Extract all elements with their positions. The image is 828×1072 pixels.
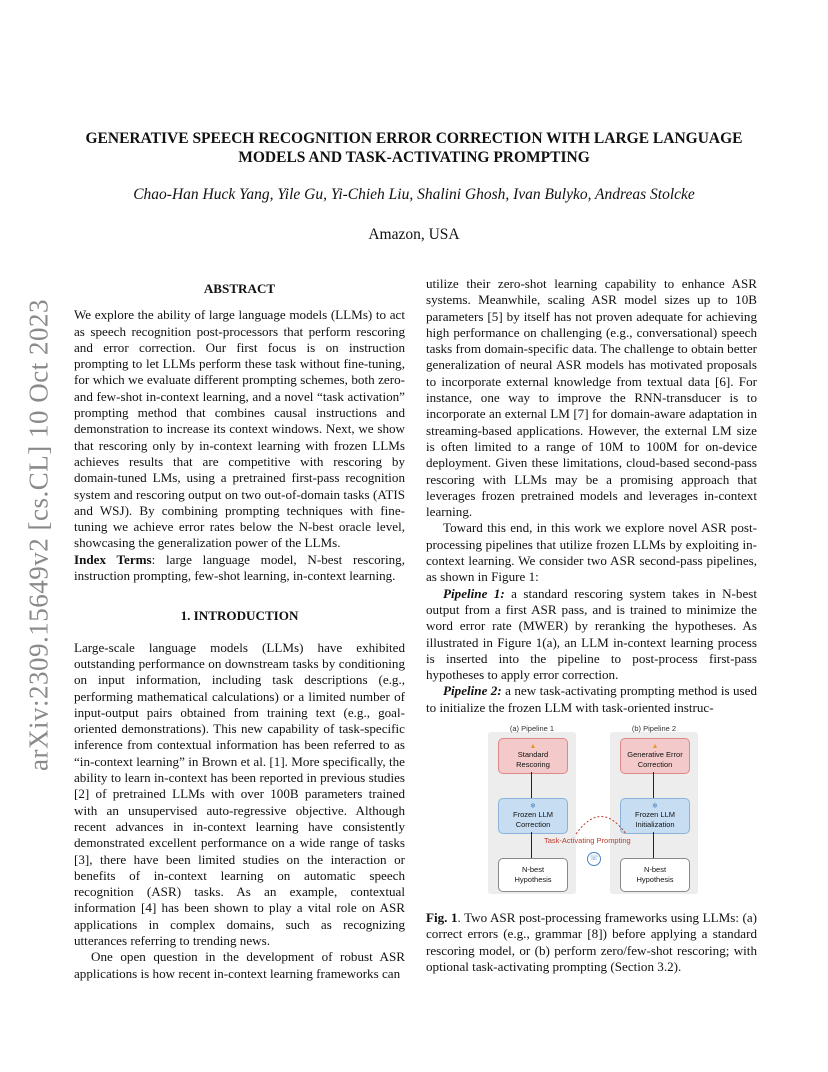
box-label: Initialization — [635, 819, 675, 829]
pipeline-2-paragraph — [426, 683, 757, 716]
fire-icon: ▲ — [529, 742, 537, 750]
arrow — [653, 772, 654, 798]
left-column — [74, 281, 405, 982]
arrow — [531, 772, 532, 798]
arrow — [653, 832, 654, 858]
pipeline-1-paragraph — [426, 586, 757, 684]
caption-label: Fig. 1 — [426, 910, 458, 925]
box-label: Standard — [517, 749, 549, 759]
box-label: Rescoring — [516, 759, 550, 769]
box-label: Correction — [637, 759, 673, 769]
arrow — [531, 832, 532, 858]
caption-text: . Two ASR post-processing frameworks using LLMs: (a) correct errors (e.g., grammar [8]) before applying a standard rescoring model, or (b) perform zero/few-shot rescoring; with optional task-activating prompting (Section 3.2). — [426, 910, 757, 974]
paper-authors: Chao-Han Huck Yang, Yile Gu, Yi-Chieh Liu, Shalini Ghosh, Ivan Bulyko, Andreas Stolcke — [133, 186, 695, 203]
box-label: Frozen LLM — [634, 809, 676, 819]
abstract-heading: ABSTRACT — [203, 281, 276, 296]
title-line-1: GENERATIVE SPEECH RECOGNITION ERROR CORRECTION WITH LARGE LANGUAGE — [85, 130, 743, 147]
arxiv-sidebar — [14, 290, 64, 780]
snowflake-icon: ❄ — [530, 802, 536, 810]
pipeline-1-text: a standard rescoring system takes in N-best output from a first ASR pass, and is trained to minimize the word error rate (MWER) by reranking the hypotheses. As illustrated in Figure 1(a), an LLM in-context learning process is inserted into the pipeline to post-process first-pass hypotheses to apply error correction. — [426, 585, 757, 683]
task-activating-prompting-label: Task-Activating Prompting — [544, 836, 631, 845]
pipeline-1-panel — [488, 724, 576, 894]
n-best-hypothesis-box — [498, 858, 568, 892]
box-label: N-best — [643, 865, 667, 874]
title-line-2: MODELS AND TASK-ACTIVATING PROMPTING — [238, 149, 590, 166]
generative-error-correction-box — [620, 738, 690, 774]
box-label: Generative Error — [627, 749, 683, 759]
box-label: Frozen LLM — [512, 809, 554, 819]
box-label: N-best — [521, 865, 545, 874]
pipeline-2-label: Pipeline 2: — [443, 683, 502, 699]
pipeline-2-text: a new task-activating prompting method is used to initialize the frozen LLM with task-oriented instruc- — [426, 683, 757, 715]
standard-rescoring-box — [498, 738, 568, 774]
index-terms — [74, 552, 405, 585]
figure-1-caption — [426, 910, 757, 975]
arxiv-identifier: arXiv:2309.15649v2 [cs.CL] 10 Oct 2023 — [23, 299, 54, 771]
paper-affiliation: Amazon, USA — [368, 226, 460, 243]
right-paragraph-1: utilize their zero-shot learning capability to enhance ASR systems. Meanwhile, scaling ASR model sizes up to 10B parameters [5] by itself has not proven adequate for achieving high performance on challenging (e.g., conversational) speech tasks from domain-specific data. The challenge to obtain better generalization of neural ASR models has motivated proposals to incorporate external knowledge from textual data [6]. For instance, one way to improve the RNN-transducer is to incorporate an external LM [7] for domain-aware adaptation in streaming-based applications. However, the external LM size is often limited to a range of 10M to 100M for on-device deployment. Given these limitations, cloud-based second-pass rescoring with LLMs may be a promising approach that leverages frozen pretrained models and leverages in-context learning. — [426, 276, 757, 520]
phone-icon: ☏ — [587, 852, 601, 866]
index-terms-label: Index Terms — [74, 551, 152, 567]
box-label: Hypothesis — [636, 875, 674, 884]
paper-title — [60, 129, 768, 167]
box-label: Correction — [515, 819, 551, 829]
figure-1-diagram — [488, 724, 714, 894]
box-label: Hypothesis — [514, 875, 552, 884]
right-column — [426, 276, 757, 716]
intro-heading: 1. INTRODUCTION — [180, 608, 299, 624]
n-best-hypothesis-box — [620, 858, 690, 892]
pipeline-1-label: Pipeline 1: — [443, 585, 505, 601]
pipeline-2-label: (b) Pipeline 2 — [631, 724, 677, 733]
fire-icon: ▲ — [651, 742, 659, 750]
intro-paragraph-1: Large-scale language models (LLMs) have exhibited outstanding performance on downstream tasks by conditioning on input information, including task descriptions (e.g., performing mathematical calculations) or a limited number of input-output pairs obtained from training text (e.g., goal-oriented demonstrations). This new capability of task-specific inference from contextual information has been referred to as “in-context learning” in Brown et al. [1]. More specifically, the ability to learn in-context has been reported in previous studies [2] of pretrained LLMs with over 100B parameters trained with an unsupervised auto-regressive objective. Although recent advances in in-context learning have consistently demonstrated excellent performance on a wide range of tasks [3], there have been limited studies on the interaction or benefits of in-context learning on automatic speech recognition (ASR) tasks. As an example, contextual information [4] has been shown to play a vital role on ASR applications in complex domains, such as recognizing utterances referring to trending news. — [74, 639, 405, 948]
snowflake-icon: ❄ — [652, 802, 658, 810]
pipeline-1-label: (a) Pipeline 1 — [509, 724, 555, 733]
intro-paragraph-2: One open question in the development of robust ASR applications is how recent in-context learning frameworks can — [74, 949, 405, 981]
index-terms-text: : large language model, N-best rescoring, instruction prompting, few-shot learning, in-context learning. — [74, 551, 405, 584]
frozen-llm-correction-box — [498, 798, 568, 834]
right-paragraph-2: Toward this end, in this work we explore novel ASR post-processing pipelines that utilize frozen LLMs by exploiting in-context learning. We consider two ASR second-pass pipelines, as shown in Figure 1: — [426, 520, 757, 585]
abstract-text: We explore the ability of large language models (LLMs) to act as speech recognition post-processors that perform rescoring and error correction. Our first focus is on instruction prompting to let LLMs perform these task without fine-tuning, for which we evaluate different prompting schemes, both zero- and few-shot in-context learning, and a novel “task activation” prompting method that combines causal instructions and demonstration to increase its context windows. Next, we show that rescoring only by in-context learning with frozen LLMs achieves results that are competitive with rescoring by domain-tuned LMs, using a pretrained first-pass recognition system and rescoring output on two out-of-domain tasks (ATIS and WSJ). By combining prompting techniques with fine-tuning we achieve error rates below the N-best oracle level, showcasing the generalization power of the LLMs. — [74, 307, 405, 551]
